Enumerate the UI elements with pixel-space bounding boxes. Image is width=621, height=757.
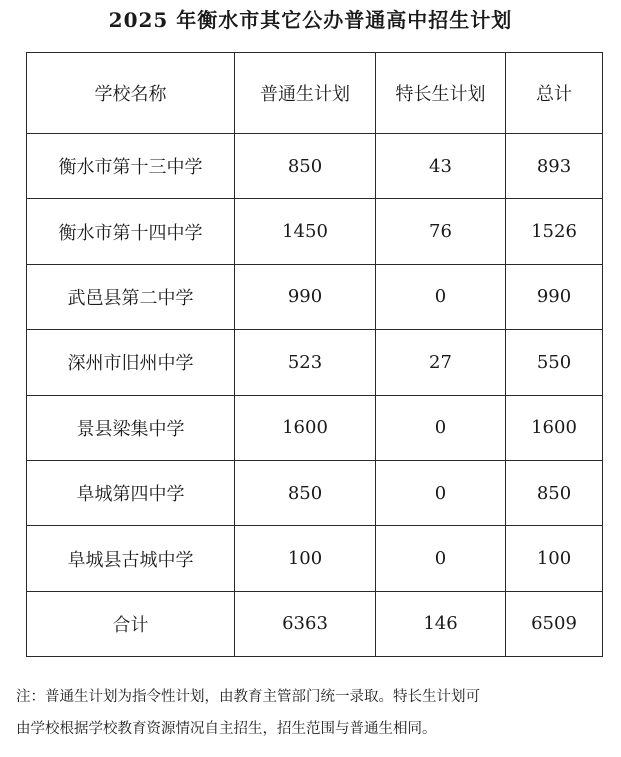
header-regular-plan: 普通生计划	[235, 53, 376, 134]
table-header-row	[27, 53, 603, 134]
header-total: 总计	[506, 53, 603, 134]
total-label-cell: 合计	[27, 591, 235, 656]
grand-total-cell: 6509	[506, 591, 603, 656]
school-name-cell: 深州市旧州中学	[27, 330, 235, 395]
footnote-line-2: 由学校根据学校教育资源情况自主招生，招生范围与普通生相同。	[16, 721, 437, 737]
regular-plan-cell: 990	[235, 264, 376, 329]
regular-plan-cell: 850	[235, 134, 376, 199]
table-row	[27, 395, 603, 460]
school-name-cell: 景县梁集中学	[27, 395, 235, 460]
school-name-cell: 衡水市第十四中学	[27, 199, 235, 264]
table-row	[27, 526, 603, 591]
total-cell: 100	[506, 526, 603, 591]
total-cell: 893	[506, 134, 603, 199]
regular-plan-cell: 850	[235, 460, 376, 525]
regular-plan-cell: 1450	[235, 199, 376, 264]
table-row	[27, 134, 603, 199]
regular-plan-cell: 100	[235, 526, 376, 591]
special-plan-cell: 0	[376, 395, 506, 460]
total-cell: 850	[506, 460, 603, 525]
page-title: 2025 年衡水市其它公办普通高中招生计划	[108, 8, 513, 32]
special-plan-cell: 0	[376, 526, 506, 591]
special-plan-cell: 0	[376, 460, 506, 525]
regular-plan-cell: 1600	[235, 395, 376, 460]
footnote	[16, 681, 612, 745]
table-row	[27, 460, 603, 525]
total-cell: 550	[506, 330, 603, 395]
table-row	[27, 199, 603, 264]
footnote-line-1: 注：普通生计划为指令性计划，由教育主管部门统一录取。特长生计划可	[16, 689, 480, 705]
special-plan-cell: 27	[376, 330, 506, 395]
table-row	[27, 330, 603, 395]
school-name-cell: 阜城县古城中学	[27, 526, 235, 591]
total-special-cell: 146	[376, 591, 506, 656]
total-regular-cell: 6363	[235, 591, 376, 656]
table-total-row	[27, 591, 603, 656]
special-plan-cell: 0	[376, 264, 506, 329]
table-row	[27, 264, 603, 329]
header-special-plan: 特长生计划	[376, 53, 506, 134]
total-cell: 990	[506, 264, 603, 329]
special-plan-cell: 43	[376, 134, 506, 199]
total-cell: 1526	[506, 199, 603, 264]
school-name-cell: 阜城第四中学	[27, 460, 235, 525]
total-cell: 1600	[506, 395, 603, 460]
header-school-name: 学校名称	[27, 53, 235, 134]
regular-plan-cell: 523	[235, 330, 376, 395]
school-name-cell: 衡水市第十三中学	[27, 134, 235, 199]
school-name-cell: 武邑县第二中学	[27, 264, 235, 329]
enrollment-plan-table	[26, 52, 603, 657]
special-plan-cell: 76	[376, 199, 506, 264]
